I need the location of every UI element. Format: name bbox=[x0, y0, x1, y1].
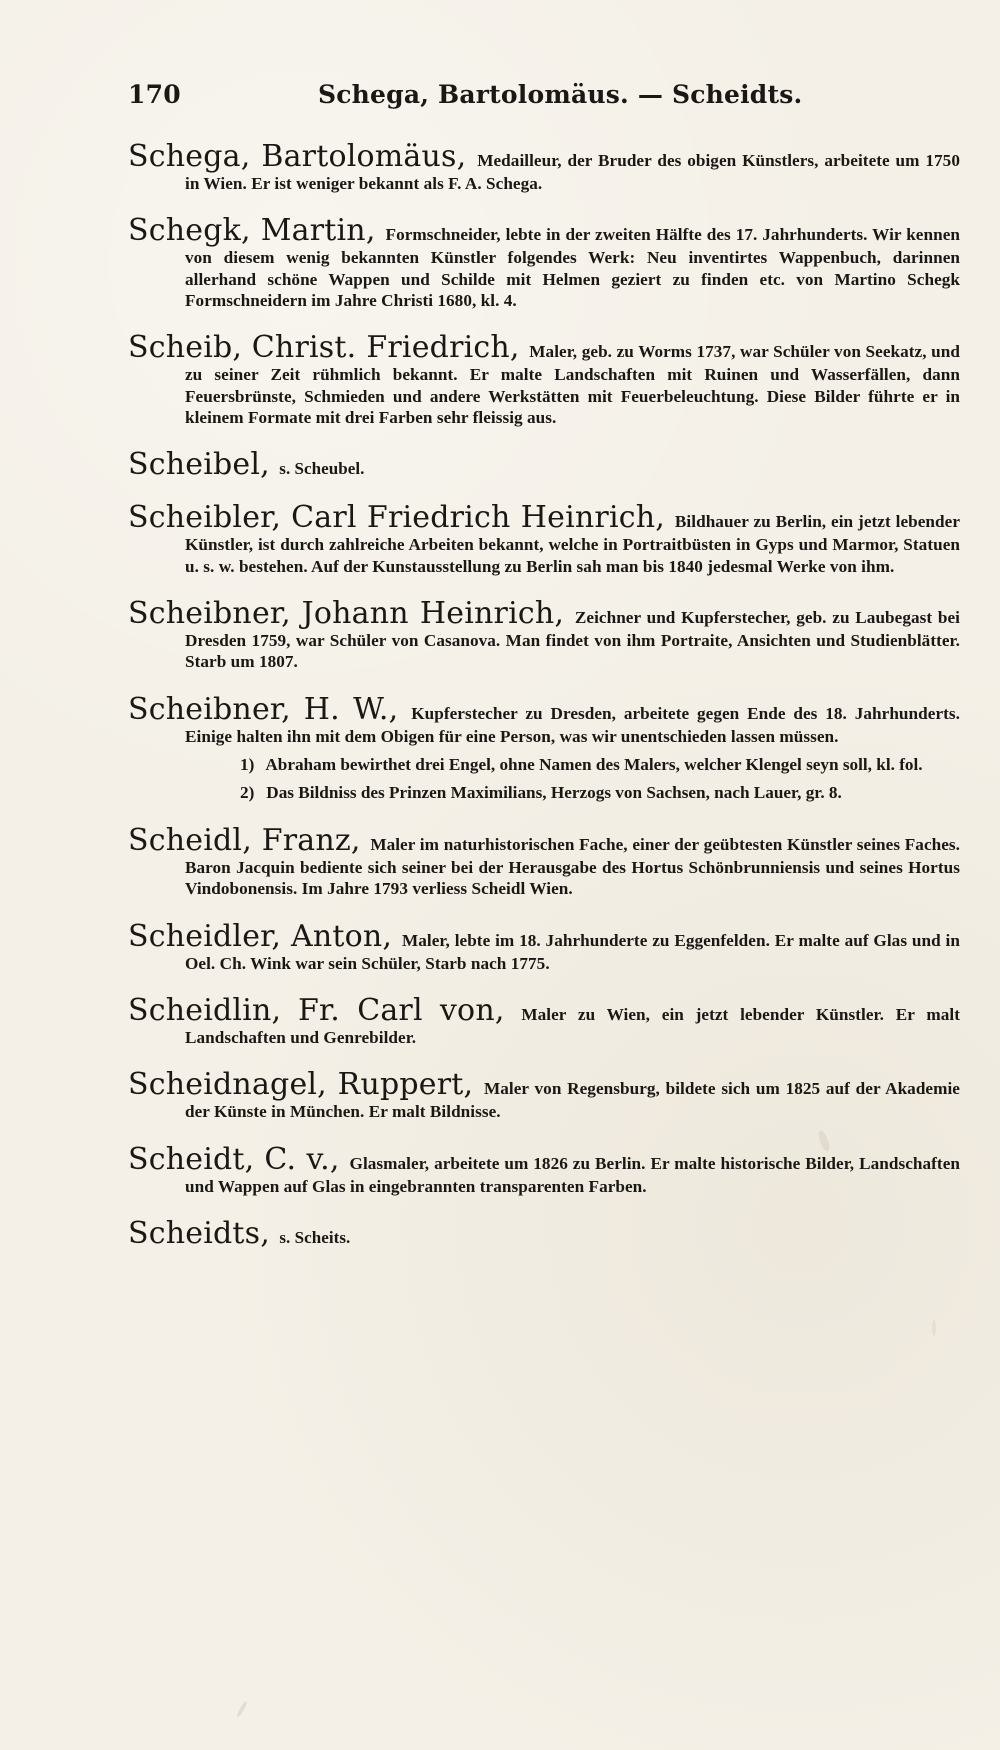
work-number: 2) bbox=[240, 782, 255, 802]
running-title: Schega, Bartolomäus. — Scheidts. bbox=[318, 80, 803, 109]
entry-text: Medailleur, der Bruder des obigen Künstlers, arbeitete um 1750 in Wien. Er ist weniger bekannt als F. A. Schega. bbox=[185, 151, 960, 193]
headword-given-name: Ruppert, bbox=[337, 1067, 474, 1103]
entry-paragraph bbox=[128, 1143, 960, 1197]
entry-scheibner-hw bbox=[128, 693, 960, 804]
entry-text: Bildhauer zu Berlin, ein jetzt lebender Künstler, ist durch zahlreiche Arbeiten bekannt, welche in Portraitbüsten in Gyps und Marmor, Statuen u. s. w. bestehen. Auf der Kunstausstellung zu Berlin sah man bis 1840 jedesmal Werke von ihm. bbox=[185, 512, 960, 576]
entry-paragraph bbox=[128, 214, 960, 311]
running-head bbox=[128, 80, 960, 122]
entry-scheidlin bbox=[128, 994, 960, 1048]
entry-text: Maler im naturhistorischen Fache, einer der geübtesten Künstler seines Faches. Baron Jacquin bediente sich seiner bei der Herausgabe des Hortus Schönbrunniensis und seines Hortus Vindobonensis. Im Jahre 1793 verliess Scheidl Wien. bbox=[185, 834, 961, 899]
entry-scheidnagel bbox=[128, 1068, 960, 1122]
headword-surname: Scheidlin, bbox=[128, 992, 282, 1028]
entry-paragraph bbox=[128, 448, 960, 481]
page-number: 170 bbox=[128, 80, 181, 109]
entry-text: Maler, geb. zu Worms 1737, war Schüler von Seekatz, und zu seiner Zeit rühmlich bekannt. Er malte Landschaften mit Ruinen und Wasserfällen, dann Feuersbrünste, Schmieden und andere Werkstätten mit Feuerbeleuchtung. Diese Bilder führte er in kleinem Formate mit drei Farben sehr fleissig aus. bbox=[185, 342, 960, 427]
work-description: Das Bildniss des Prinzen Maximilians, Herzogs von Sachsen, nach Lauer, gr. 8. bbox=[266, 782, 842, 802]
entry-scheidler bbox=[128, 920, 960, 974]
headword-surname: Schegk, bbox=[128, 213, 251, 249]
entry-schega bbox=[128, 140, 960, 194]
entry-schegk bbox=[128, 214, 960, 311]
entry-text: Zeichner und Kupferstecher, geb. zu Laubegast bei Dresden 1759, war Schüler von Casanova. Man findet von ihm Portraite, Ansichten und Studienblätter. Starb um 1807. bbox=[185, 607, 960, 672]
entry-paragraph bbox=[128, 1068, 960, 1122]
entry-scheibner-johann bbox=[128, 597, 960, 673]
headword-given-name: Christ. Friedrich, bbox=[251, 330, 520, 366]
headword-surname: Scheibler, bbox=[128, 500, 282, 536]
headword-surname: Scheib, bbox=[128, 330, 243, 366]
entry-text: Glasmaler, arbeitete um 1826 zu Berlin. Er malte historische Bilder, Landschaften und Wappen auf Glas in eingebrannten transparenten Farben. bbox=[185, 1153, 960, 1196]
paper-stain bbox=[932, 1320, 936, 1336]
entry-paragraph bbox=[128, 140, 960, 194]
headword-given-name: Anton, bbox=[291, 918, 393, 954]
entry-text: Maler von Regensburg, bildete sich um 1825 auf der Akademie der Künste in München. Er malt Bildnisse. bbox=[185, 1079, 960, 1122]
headword-surname: Scheidts, bbox=[128, 1215, 271, 1251]
entry-paragraph bbox=[128, 920, 960, 974]
entry-paragraph bbox=[128, 1217, 960, 1250]
headword-surname: Scheidler, bbox=[128, 918, 282, 954]
entry-text: Kupferstecher zu Dresden, arbeitete gegen Ende des 18. Jahrhunderts. Einige halten ihn mit dem Obigen für eine Person, was wir unentschieden lassen müssen. bbox=[185, 703, 960, 746]
work-item bbox=[240, 755, 960, 776]
headword-given-name: C. v., bbox=[264, 1141, 340, 1177]
entry-paragraph bbox=[128, 597, 960, 673]
work-description: Abraham bewirthet drei Engel, ohne Namen des Malers, welcher Klengel seyn soll, kl. fol. bbox=[265, 754, 923, 774]
headword-surname: Scheidl, bbox=[128, 822, 252, 858]
work-number: 1) bbox=[240, 754, 255, 774]
entry-scheidt bbox=[128, 1143, 960, 1197]
entry-scheibler bbox=[128, 501, 960, 577]
headword-given-name: Fr. Carl von, bbox=[298, 992, 505, 1028]
headword-given-name: Franz, bbox=[261, 822, 361, 858]
headword-surname: Schega, bbox=[128, 139, 251, 174]
entry-scheibel bbox=[128, 448, 960, 481]
headword-surname: Scheidt, bbox=[128, 1141, 255, 1177]
paper-stain bbox=[236, 1700, 248, 1718]
entry-text: Maler zu Wien, ein jetzt lebender Künstler. Er malt Landschaften und Genrebilder. bbox=[185, 1004, 960, 1047]
headword-surname: Scheibner, bbox=[128, 595, 291, 631]
entry-text: Maler, lebte im 18. Jahrhunderte zu Eggenfelden. Er malte auf Glas und in Oel. Ch. Wink war sein Schüler, Starb nach 1775. bbox=[185, 930, 960, 973]
headword-given-name: Carl Friedrich Heinrich, bbox=[291, 500, 666, 536]
entry-paragraph bbox=[128, 994, 960, 1048]
entry-paragraph bbox=[128, 331, 960, 428]
entry-scheidl bbox=[128, 824, 960, 900]
entry-paragraph bbox=[128, 501, 960, 577]
headword-given-name: Martin, bbox=[260, 213, 376, 249]
entry-paragraph bbox=[128, 824, 960, 900]
headword-surname: Scheibel, bbox=[128, 447, 270, 483]
entry-text: s. Scheits. bbox=[279, 1227, 351, 1247]
entry-text: s. Scheubel. bbox=[279, 459, 365, 479]
headword-surname: Scheidnagel, bbox=[128, 1067, 327, 1103]
entry-paragraph bbox=[128, 693, 960, 747]
work-list bbox=[128, 755, 960, 804]
headword-given-name: H. W., bbox=[303, 691, 399, 727]
headword-given-name: Johann Heinrich, bbox=[301, 595, 565, 631]
headword-given-name: Bartolomäus, bbox=[261, 139, 467, 174]
entry-text: Formschneider, lebte in der zweiten Hälfte des 17. Jahrhunderts. Wir kennen von diesem wenig bekannten Künstler folgendes Werk: Neu inventirtes Wappenbuch, darinnen allerhand schöne Wappen und Schilde mit Helmen geziert zu finden etc. von Martino Schegk Formschneidern im Jahre Christi 1680, kl. 4. bbox=[185, 225, 960, 310]
entry-scheidts bbox=[128, 1217, 960, 1250]
entry-scheib bbox=[128, 331, 960, 428]
headword-surname: Scheibner, bbox=[128, 691, 291, 727]
work-item bbox=[240, 783, 960, 804]
